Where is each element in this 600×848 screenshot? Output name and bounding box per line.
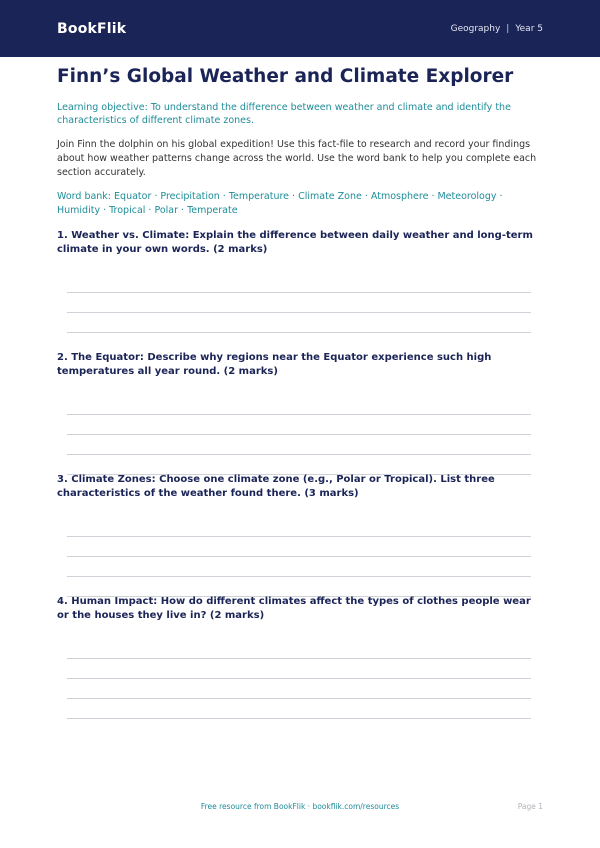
brand-logo[interactable]: BookFlik: [57, 20, 127, 37]
subject-meta: [451, 24, 543, 34]
question-4: [57, 595, 543, 623]
answer-line[interactable]: [67, 658, 531, 659]
meta-separator: |: [506, 23, 510, 34]
answer-line[interactable]: [67, 698, 531, 699]
footer-resource-link[interactable]: Free resource from BookFlik · bookflik.com/resources: [200, 802, 400, 811]
question-text: 3. Climate Zones: Choose one climate zone (e.g., Polar or Tropical). List three characteristics of the weather found there. (3 marks): [57, 474, 495, 499]
question-1: [57, 229, 543, 257]
header-bar: [0, 0, 600, 57]
question-text: 4. Human Impact: How do different climates affect the types of clothes people wear or the houses they live in? (2 marks): [57, 596, 531, 621]
page-title: Finn’s Global Weather and Climate Explorer: [57, 66, 514, 87]
answer-line[interactable]: [67, 718, 531, 719]
answer-line[interactable]: [67, 292, 531, 293]
answer-line[interactable]: [67, 556, 531, 557]
answer-line[interactable]: [67, 332, 531, 333]
answer-line[interactable]: [67, 536, 531, 537]
intro-text: Join Finn the dolphin on his global expedition! Use this fact-file to research and record your findings about how weather patterns change across the world. Use the word bank to help you complete each section accurately.: [57, 139, 537, 178]
answer-line[interactable]: [67, 414, 531, 415]
year-label: Year 5: [515, 23, 543, 34]
subject-label: Geography: [450, 23, 501, 34]
question-text: 2. The Equator: Describe why regions near the Equator experience such high temperatures all year round. (2 marks): [57, 352, 492, 377]
intro-section: [57, 66, 543, 218]
word-bank: Word bank: Equator · Precipitation · Temperature · Climate Zone · Atmosphere · Meteorology · Humidity · Tropical · Polar · Temperate: [57, 191, 503, 216]
answer-line[interactable]: [67, 678, 531, 679]
footer: [0, 802, 600, 814]
page-number: Page 1: [517, 802, 543, 811]
question-3: [57, 473, 543, 501]
learning-objective: Learning objective: To understand the difference between weather and climate and identify the characteristics of different climate zones.: [57, 102, 511, 126]
question-2: [57, 351, 543, 379]
answer-line[interactable]: [67, 434, 531, 435]
answer-line[interactable]: [67, 454, 531, 455]
answer-line[interactable]: [67, 312, 531, 313]
answer-line[interactable]: [67, 576, 531, 577]
question-text: 1. Weather vs. Climate: Explain the difference between daily weather and long-term climate in your own words. (2 marks): [57, 230, 533, 255]
